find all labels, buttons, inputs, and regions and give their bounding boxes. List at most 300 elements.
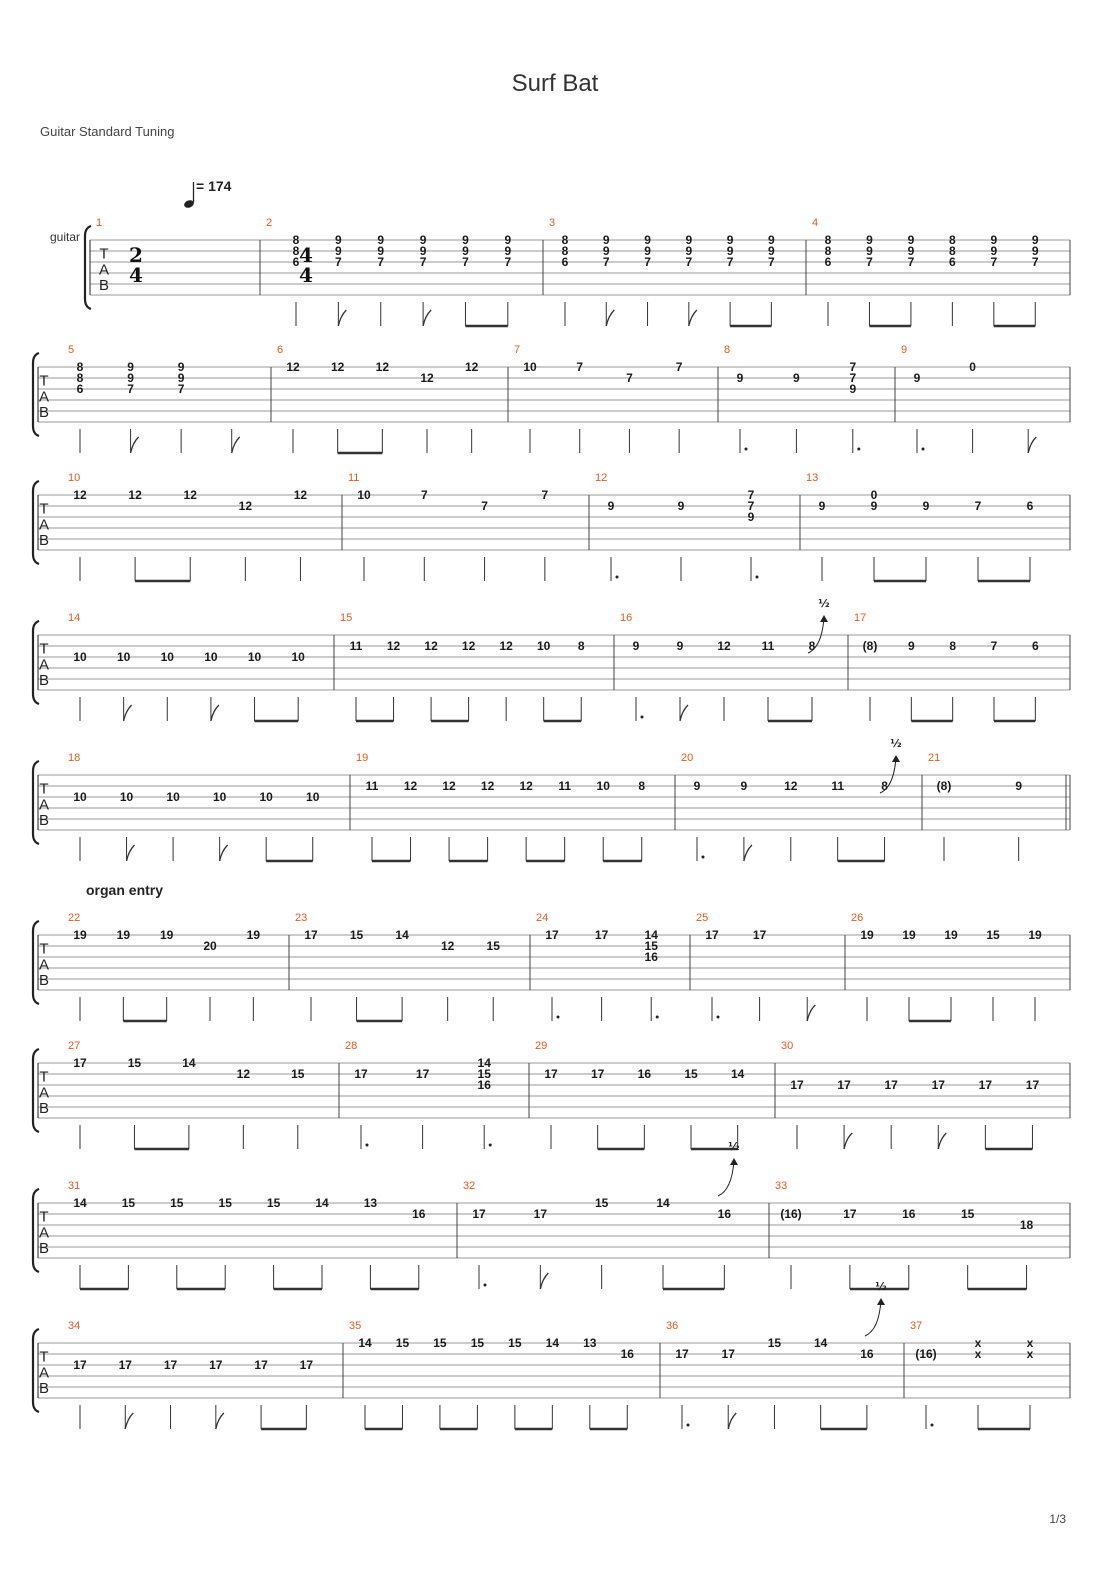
tab-clef-letter: B <box>98 277 110 295</box>
fret-number: 10 <box>160 650 174 664</box>
instrument-label: guitar <box>50 230 81 244</box>
fret-number: 9 <box>793 371 800 385</box>
fret-number: 9 <box>607 499 615 513</box>
fret-number: 7 <box>626 371 633 385</box>
fret-number: 12 <box>420 371 434 385</box>
fret-number: x <box>1026 1347 1034 1361</box>
fret-number: 19 <box>246 928 261 942</box>
fret-number: 6 <box>1026 499 1034 513</box>
fret-number: 10 <box>204 650 218 664</box>
fret-number: 17 <box>931 1078 945 1092</box>
fret-number: 9 <box>922 499 930 513</box>
tab-clef-letter: A <box>38 956 50 974</box>
measure-number: 6 <box>277 344 284 356</box>
tab-system <box>33 1320 1070 1429</box>
fret-number: 7 <box>644 255 651 269</box>
fret-number: 17 <box>705 928 719 942</box>
time-signature-top: 2 <box>129 243 143 267</box>
fret-number: 15 <box>121 1196 136 1210</box>
measure-number: 21 <box>928 752 941 764</box>
fret-number: 19 <box>73 928 87 942</box>
fret-number: 9 <box>818 499 826 513</box>
fret-number: 16 <box>902 1207 916 1221</box>
fret-number: 7 <box>602 255 610 269</box>
eighth-flag <box>232 437 240 453</box>
fret-number: 17 <box>884 1078 898 1092</box>
tab-clef-letter: A <box>98 261 110 279</box>
dotted-rhythm <box>931 1424 934 1427</box>
measure-number: 25 <box>696 912 709 924</box>
fret-number: 17 <box>594 928 609 942</box>
measure-number: 34 <box>68 1320 81 1332</box>
tab-clef-letter: A <box>38 1084 50 1102</box>
fret-number: (16) <box>780 1207 802 1221</box>
fret-number: 17 <box>675 1347 689 1361</box>
fret-number: 19 <box>902 928 916 942</box>
fret-number: 12 <box>375 360 390 374</box>
tab-clef-letter: B <box>38 672 50 690</box>
fret-number: 17 <box>533 1207 548 1221</box>
fret-number: 13 <box>363 1196 378 1210</box>
bend-arrow-icon <box>730 1158 738 1165</box>
fret-number: 7 <box>177 382 185 396</box>
fret-number: 9 <box>335 244 342 258</box>
fret-number: 17 <box>304 928 318 942</box>
fret-number: 16 <box>620 1347 634 1361</box>
fret-number: 0 <box>870 488 878 502</box>
fret-number: 14 <box>545 1336 560 1350</box>
dotted-rhythm <box>489 1144 492 1147</box>
fret-number: 6 <box>76 382 84 396</box>
tab-clef-letter: A <box>38 1224 50 1242</box>
fret-number: 10 <box>212 790 227 804</box>
fret-number: 7 <box>866 255 873 269</box>
fret-number: 15 <box>170 1196 184 1210</box>
measure-number: 29 <box>535 1040 548 1052</box>
page-number: 1/3 <box>1049 1512 1066 1526</box>
fret-number: 17 <box>254 1358 268 1372</box>
bend-arrow-icon <box>820 615 828 622</box>
fret-number: 17 <box>790 1078 804 1092</box>
eighth-flag <box>216 1413 224 1429</box>
fret-number: 8 <box>881 779 888 793</box>
fret-number: 12 <box>403 779 418 793</box>
eighth-flag <box>744 845 752 861</box>
eighth-flag <box>680 705 688 721</box>
fret-number: 12 <box>238 499 253 513</box>
fret-number: x <box>1026 1336 1034 1350</box>
tab-clef-letter: A <box>38 656 50 674</box>
fret-number: 17 <box>544 1067 558 1081</box>
measure-number: 28 <box>345 1040 358 1052</box>
fret-number: 10 <box>247 650 262 664</box>
fret-number: 7 <box>768 255 775 269</box>
fret-number: 9 <box>740 779 748 793</box>
dotted-rhythm <box>366 1144 369 1147</box>
eighth-flag <box>125 1413 133 1429</box>
fret-number: 12 <box>499 639 513 653</box>
fret-number: 14 <box>395 928 409 942</box>
fret-number: 9 <box>685 244 693 258</box>
eighth-flag <box>423 310 431 326</box>
fret-number: 14 <box>315 1196 329 1210</box>
measure-number: 12 <box>595 472 608 484</box>
fret-number: 9 <box>644 244 651 258</box>
fret-number: 17 <box>415 1067 430 1081</box>
fret-number: 9 <box>335 233 342 247</box>
tab-clef-letter: B <box>38 1240 50 1258</box>
dotted-rhythm <box>702 856 705 859</box>
fret-number: 9 <box>870 499 878 513</box>
fret-number: 9 <box>377 244 385 258</box>
fret-number: 10 <box>73 790 87 804</box>
measure-number: 10 <box>68 472 81 484</box>
fret-number: 17 <box>73 1056 87 1070</box>
fret-number: 15 <box>291 1067 305 1081</box>
measure-number: 33 <box>775 1180 788 1192</box>
fret-number: 9 <box>177 360 185 374</box>
eighth-flag <box>689 310 697 326</box>
fret-number: 11 <box>831 779 845 793</box>
eighth-flag <box>938 1133 946 1149</box>
fret-number: 7 <box>504 255 512 269</box>
fret-number: 7 <box>747 488 755 502</box>
measure-number: 27 <box>68 1040 81 1052</box>
fret-number: 8 <box>561 244 569 258</box>
tab-clef-letter: B <box>38 404 50 422</box>
tab-clef-letter: T <box>39 640 49 658</box>
fret-number: (8) <box>936 779 952 793</box>
measure-number: 7 <box>514 344 521 356</box>
fret-number: x <box>974 1336 982 1350</box>
fret-number: 14 <box>358 1336 372 1350</box>
bend-amount-label: ½ <box>818 597 830 610</box>
fret-number: 7 <box>726 255 734 269</box>
dotted-rhythm <box>745 448 748 451</box>
fret-number: 12 <box>442 779 456 793</box>
fret-number: 7 <box>420 488 428 502</box>
fret-number: 9 <box>504 233 512 247</box>
measure-number: 3 <box>549 217 556 229</box>
fret-number: 15 <box>470 1336 485 1350</box>
dotted-rhythm <box>756 576 759 579</box>
fret-number: 9 <box>602 233 610 247</box>
measure-number: 11 <box>348 472 360 484</box>
fret-number: 9 <box>849 382 857 396</box>
fret-number: 14 <box>644 928 658 942</box>
fret-number: 10 <box>357 488 371 502</box>
dotted-rhythm <box>922 448 925 451</box>
eighth-flag <box>211 705 219 721</box>
fret-number: 11 <box>558 779 572 793</box>
fret-number: 7 <box>481 499 488 513</box>
measure-number: 32 <box>463 1180 476 1192</box>
tab-clef-letter: A <box>38 388 50 406</box>
fret-number: 14 <box>656 1196 670 1210</box>
tab-clef-letter: B <box>38 1380 50 1398</box>
section-label: organ entry <box>86 882 164 898</box>
fret-number: 9 <box>462 233 469 247</box>
tab-clef-letter: A <box>38 516 50 534</box>
fret-number: 13 <box>583 1336 597 1350</box>
fret-number: 9 <box>685 233 693 247</box>
dotted-rhythm <box>717 1016 720 1019</box>
fret-number: 8 <box>949 233 956 247</box>
eighth-flag <box>807 1005 815 1021</box>
fret-number: 9 <box>913 371 921 385</box>
measure-number: 23 <box>295 912 308 924</box>
tab-clef-letter: T <box>39 1208 49 1226</box>
fret-number: 17 <box>843 1207 857 1221</box>
fret-number: 18 <box>1019 1218 1034 1232</box>
fret-number: 9 <box>419 244 427 258</box>
fret-number: 9 <box>462 244 469 258</box>
fret-number: 14 <box>730 1067 745 1081</box>
fret-number: 9 <box>676 639 684 653</box>
fret-number: 19 <box>116 928 131 942</box>
tab-clef-letter: T <box>39 372 49 390</box>
fret-number: 10 <box>291 650 305 664</box>
fret-number: 8 <box>292 233 300 247</box>
fret-number: 7 <box>907 255 915 269</box>
dotted-rhythm <box>857 448 860 451</box>
fret-number: 9 <box>419 233 427 247</box>
eighth-flag <box>1028 437 1036 453</box>
time-signature-bottom: 4 <box>299 263 313 287</box>
tab-clef-letter: B <box>38 1100 50 1118</box>
dotted-rhythm <box>656 1016 659 1019</box>
fret-number: 17 <box>1025 1078 1040 1092</box>
fret-number: 15 <box>684 1067 698 1081</box>
tab-clef-letter: T <box>39 1348 49 1366</box>
fret-number: 17 <box>299 1358 314 1372</box>
bend-curve <box>718 1160 734 1196</box>
fret-number: 14 <box>73 1196 87 1210</box>
fret-number: 20 <box>203 939 217 953</box>
tab-system <box>33 752 1070 861</box>
fret-number: 9 <box>768 233 775 247</box>
fret-number: 10 <box>306 790 320 804</box>
measure-number: 4 <box>812 217 819 229</box>
fret-number: 9 <box>127 371 134 385</box>
measure-number: 19 <box>356 752 369 764</box>
tab-clef-letter: B <box>38 972 50 990</box>
fret-number: 17 <box>354 1067 368 1081</box>
bend-amount-label: ½ <box>875 1280 887 1293</box>
fret-number: 7 <box>849 360 857 374</box>
measure-number: 9 <box>901 344 908 356</box>
fret-number: 17 <box>837 1078 851 1092</box>
fret-number: 15 <box>395 1336 410 1350</box>
fret-number: 7 <box>462 255 469 269</box>
fret-number: 16 <box>637 1067 652 1081</box>
measure-number: 15 <box>340 612 353 624</box>
fret-number: 8 <box>561 233 569 247</box>
fret-number: 9 <box>990 233 998 247</box>
fret-number: 15 <box>644 939 658 953</box>
fret-number: (16) <box>915 1347 937 1361</box>
measure-number: 8 <box>724 344 731 356</box>
fret-number: 17 <box>73 1358 87 1372</box>
fret-number: 19 <box>860 928 874 942</box>
eighth-flag <box>540 1273 548 1289</box>
fret-number: 15 <box>218 1196 232 1210</box>
dotted-rhythm <box>687 1424 690 1427</box>
fret-number: 17 <box>978 1078 993 1092</box>
tab-clef-letter: T <box>39 780 49 798</box>
fret-number: 15 <box>508 1336 522 1350</box>
fret-number: 10 <box>116 650 131 664</box>
fret-number: 10 <box>166 790 180 804</box>
fret-number: 16 <box>477 1078 491 1092</box>
fret-number: 15 <box>477 1067 491 1081</box>
fret-number: 9 <box>127 360 134 374</box>
bend-amount-label: ½ <box>728 1140 740 1153</box>
measure-number: 36 <box>666 1320 679 1332</box>
tempo-marking: = 174 <box>196 178 232 194</box>
fret-number: 10 <box>73 650 87 664</box>
eighth-flag <box>127 845 135 861</box>
measure-number: 31 <box>68 1180 81 1192</box>
track-tuning-label: Guitar Standard Tuning <box>40 124 175 139</box>
fret-number: 9 <box>907 639 915 653</box>
fret-number: 17 <box>752 928 767 942</box>
measure-number: 14 <box>68 612 81 624</box>
eighth-flag <box>606 310 614 326</box>
fret-number: 10 <box>523 360 537 374</box>
fret-number: 17 <box>590 1067 605 1081</box>
fret-number: 19 <box>159 928 174 942</box>
dotted-rhythm <box>557 1016 560 1019</box>
fret-number: 7 <box>747 499 755 513</box>
eighth-flag <box>728 1413 736 1429</box>
fret-number: 17 <box>163 1358 178 1372</box>
tab-clef-letter: T <box>99 245 109 263</box>
eighth-flag <box>220 845 228 861</box>
tab-system <box>33 472 1070 581</box>
fret-number: 6 <box>561 255 569 269</box>
fret-number: 8 <box>949 639 957 653</box>
fret-number: 10 <box>596 779 610 793</box>
fret-number: 10 <box>259 790 273 804</box>
fret-number: 12 <box>183 488 197 502</box>
fret-number: 15 <box>767 1336 782 1350</box>
bend-arrow-icon <box>877 1298 885 1305</box>
dotted-rhythm <box>616 576 619 579</box>
fret-number: 12 <box>424 639 438 653</box>
fret-number: 0 <box>969 360 976 374</box>
fret-number: 9 <box>726 233 734 247</box>
bend-curve <box>865 1300 881 1336</box>
fret-number: 9 <box>768 244 775 258</box>
fret-number: 9 <box>1031 233 1039 247</box>
time-signature-bottom: 4 <box>129 263 143 287</box>
fret-number: 8 <box>577 639 585 653</box>
fret-number: 15 <box>433 1336 447 1350</box>
bend-arrow-icon <box>892 755 900 762</box>
tab-clef-letter: T <box>39 500 49 518</box>
fret-number: (8) <box>862 639 878 653</box>
fret-number: 9 <box>504 244 512 258</box>
measure-number: 20 <box>681 752 694 764</box>
fret-number: 15 <box>266 1196 281 1210</box>
eighth-flag <box>124 705 132 721</box>
fret-number: 15 <box>960 1207 975 1221</box>
tab-clef-letter: B <box>38 532 50 550</box>
fret-number: 9 <box>377 233 385 247</box>
fret-number: 6 <box>949 255 956 269</box>
fret-number: 11 <box>365 779 379 793</box>
fret-number: 12 <box>717 639 731 653</box>
fret-number: 10 <box>119 790 134 804</box>
fret-number: 16 <box>717 1207 732 1221</box>
fret-number: 12 <box>236 1067 251 1081</box>
measure-number: 17 <box>854 612 867 624</box>
fret-number: 19 <box>1028 928 1042 942</box>
fret-number: 7 <box>541 488 549 502</box>
fret-number: 11 <box>761 639 775 653</box>
fret-number: 12 <box>480 779 495 793</box>
fret-number: 8 <box>76 371 84 385</box>
fret-number: 9 <box>1015 779 1023 793</box>
fret-number: 14 <box>182 1056 196 1070</box>
fret-number: 9 <box>866 244 873 258</box>
fret-number: 17 <box>472 1207 486 1221</box>
fret-number: 12 <box>128 488 142 502</box>
measure-number: 37 <box>910 1320 923 1332</box>
tab-system <box>33 344 1070 453</box>
measure-number: 26 <box>851 912 864 924</box>
fret-number: 17 <box>118 1358 132 1372</box>
fret-number: 16 <box>860 1347 874 1361</box>
fret-number: 15 <box>349 928 364 942</box>
measure-number: 13 <box>806 472 819 484</box>
fret-number: 7 <box>127 382 134 396</box>
fret-number: 9 <box>990 244 998 258</box>
fret-number: 8 <box>638 779 646 793</box>
fret-number: 12 <box>784 779 798 793</box>
fret-number: 9 <box>632 639 640 653</box>
eighth-flag <box>131 437 139 453</box>
fret-number: 9 <box>677 499 685 513</box>
dotted-rhythm <box>484 1284 487 1287</box>
fret-number: 15 <box>986 928 1000 942</box>
fret-number: 9 <box>602 244 610 258</box>
fret-number: 6 <box>824 255 832 269</box>
fret-number: 9 <box>866 233 873 247</box>
fret-number: 15 <box>486 939 500 953</box>
bend-amount-label: ½ <box>890 737 902 750</box>
time-signature-top: 4 <box>299 243 313 267</box>
fret-number: 9 <box>747 510 755 524</box>
fret-number: 7 <box>377 255 385 269</box>
fret-number: 7 <box>990 255 998 269</box>
fret-number: 9 <box>736 371 744 385</box>
measure-number: 35 <box>349 1320 362 1332</box>
tab-clef-letter: A <box>38 1364 50 1382</box>
fret-number: 12 <box>464 360 479 374</box>
fret-number: 8 <box>824 233 832 247</box>
fret-number: x <box>974 1347 982 1361</box>
fret-number: 7 <box>576 360 584 374</box>
fret-number: 12 <box>386 639 401 653</box>
measure-number: 16 <box>620 612 633 624</box>
fret-number: 15 <box>127 1056 142 1070</box>
tab-clef-letter: A <box>38 796 50 814</box>
measure-number: 22 <box>68 912 81 924</box>
tab-system <box>50 217 1070 326</box>
fret-number: 19 <box>944 928 958 942</box>
